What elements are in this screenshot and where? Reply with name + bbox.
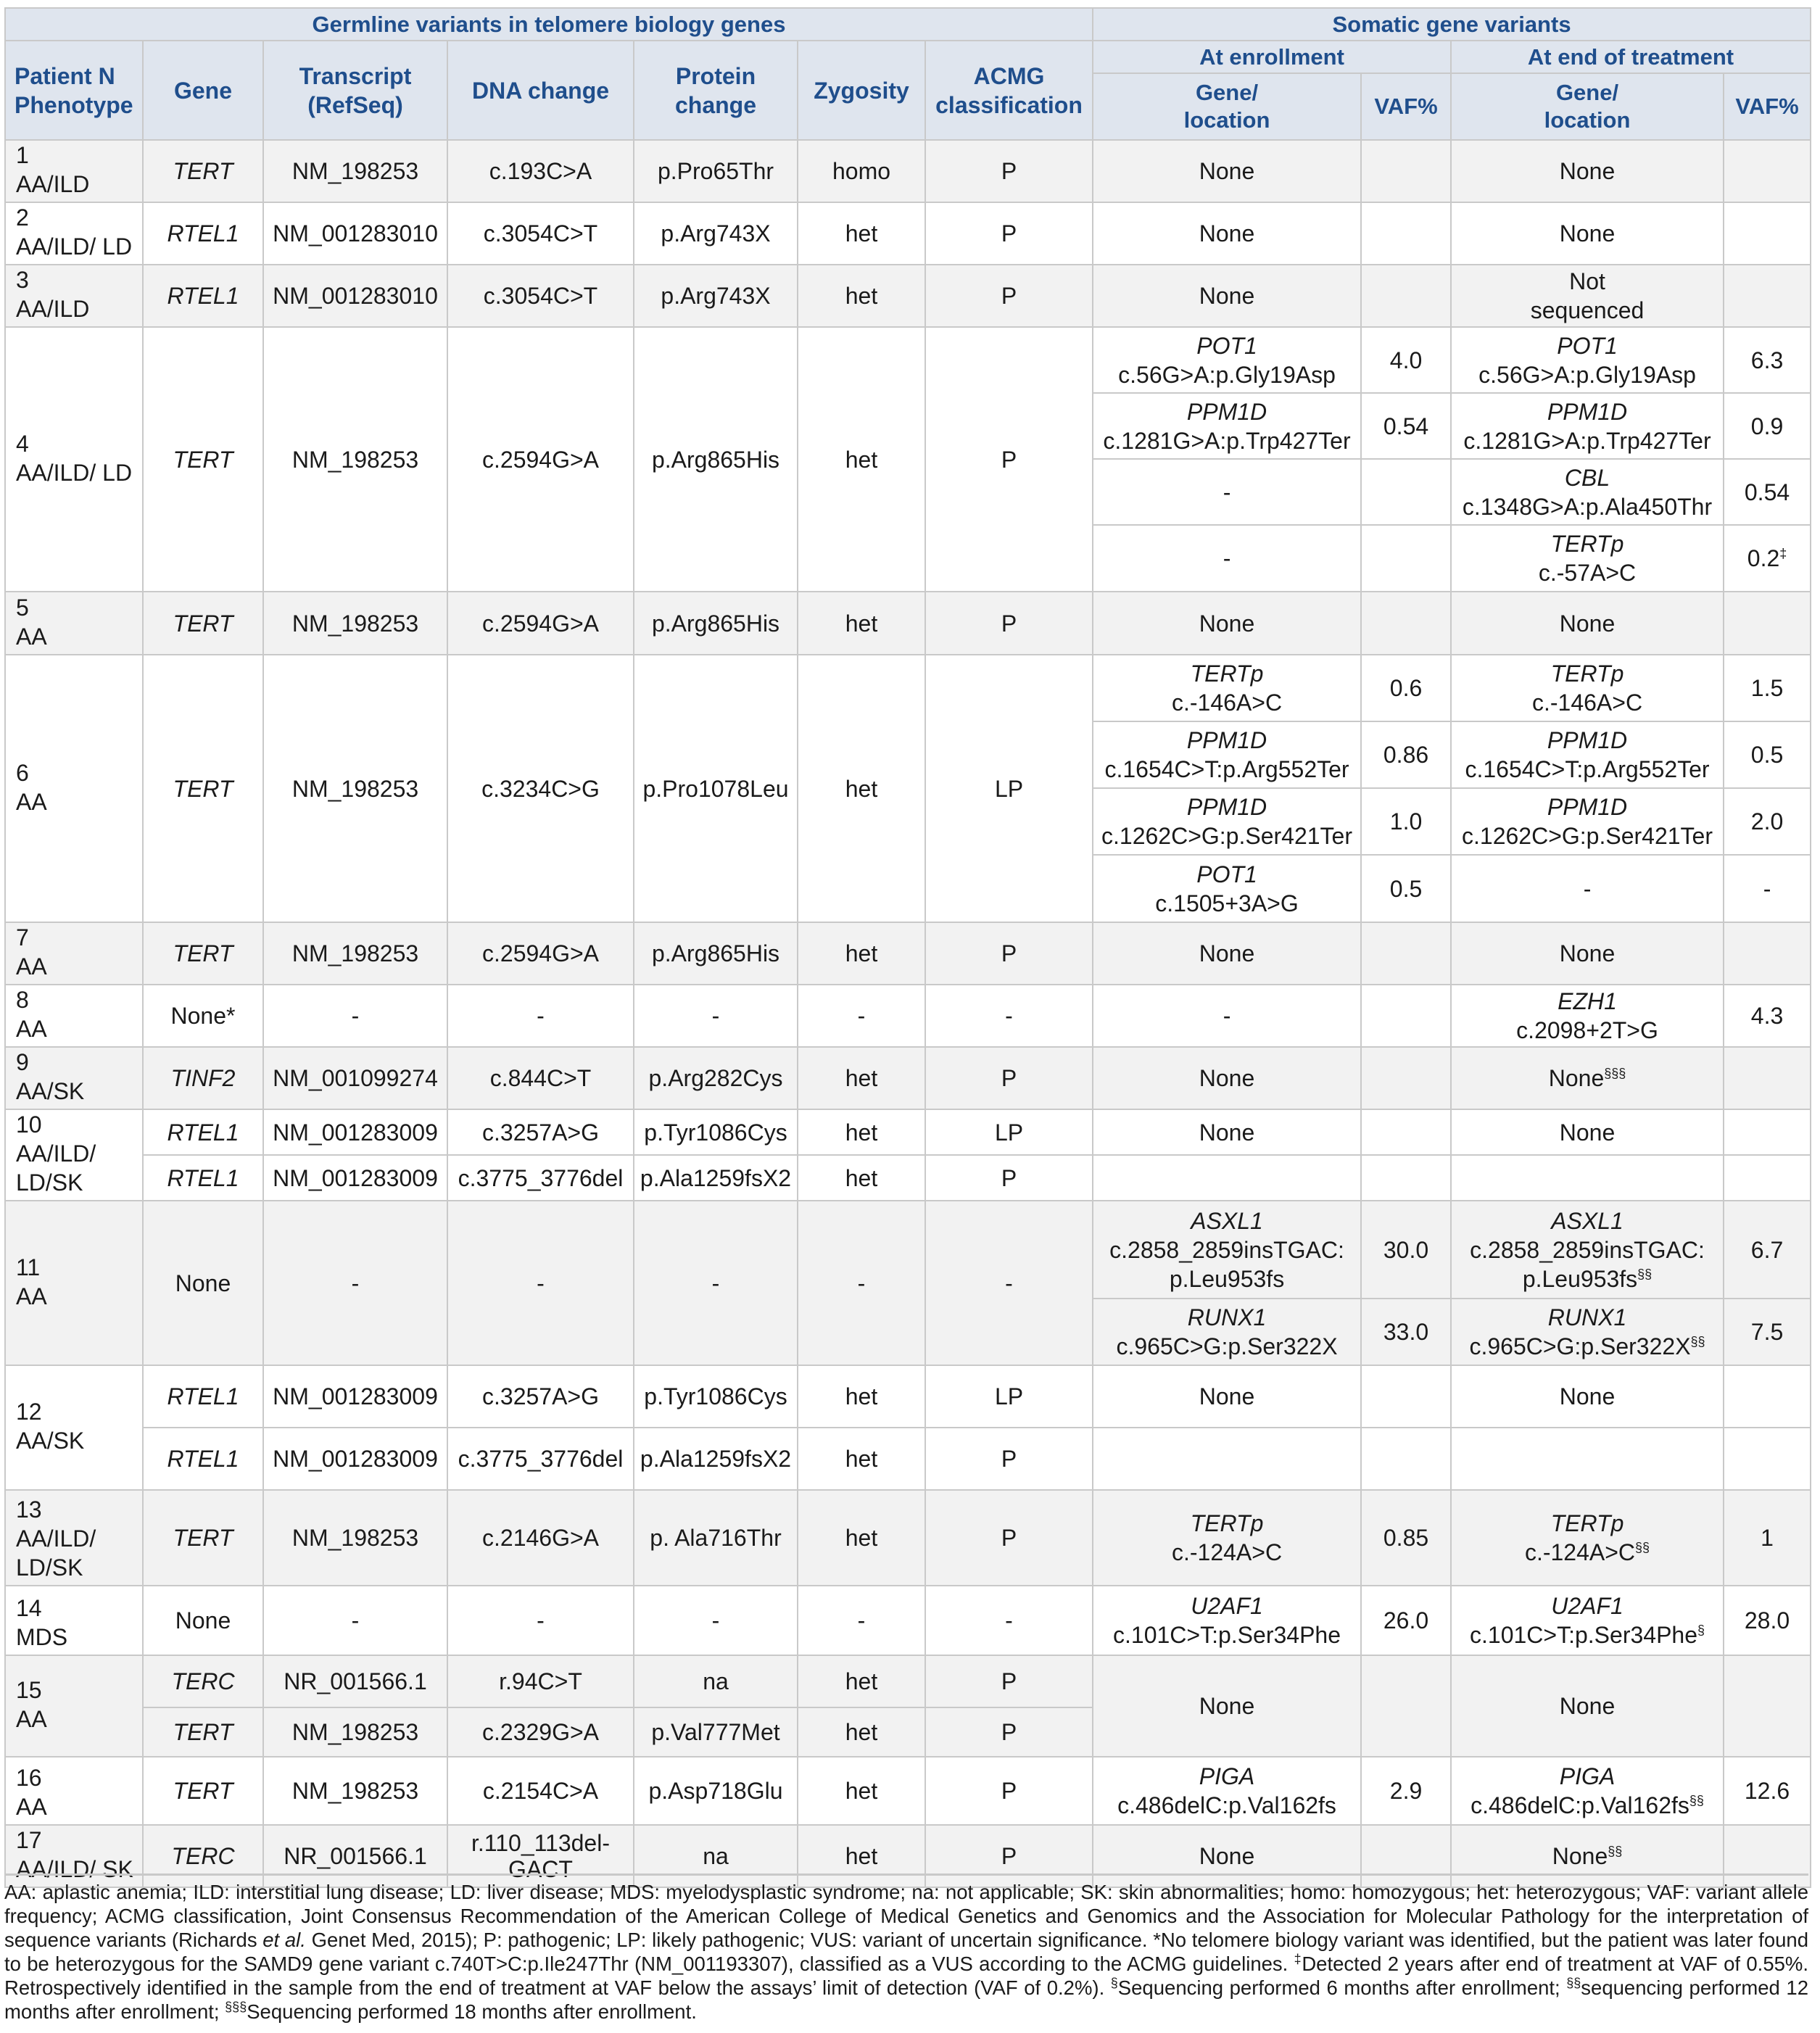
- enrollment-vaf-cell: [1361, 1655, 1451, 1757]
- gene-cell: TERT: [143, 1757, 263, 1825]
- enrollment-location-cell: PPM1D c.1262C>G:p.Ser421Ter: [1093, 788, 1361, 855]
- end-location-cell: None§§: [1451, 1825, 1724, 1887]
- table-row: [5, 985, 1811, 1047]
- transcript-header: Transcript (RefSeq): [263, 41, 447, 140]
- patient-cell: 1 AA/ILD: [5, 140, 143, 202]
- zygosity-cell: -: [798, 1586, 925, 1655]
- end-location-cell: ASXL1 c.2858_2859insTGAC: p.Leu953fs§§: [1451, 1201, 1724, 1299]
- end-location-cell: TERTp c.-57A>C: [1451, 525, 1724, 592]
- end-vaf-cell: [1724, 202, 1811, 265]
- dna-cell: c.3257A>G: [447, 1365, 634, 1428]
- protein-cell: p.Arg865His: [634, 592, 798, 655]
- gene-cell: RTEL1: [143, 1155, 263, 1201]
- dna-cell: c.844C>T: [447, 1047, 634, 1109]
- patient-cell: 12 AA/SK: [5, 1365, 143, 1490]
- acmg-cell: P: [925, 1155, 1093, 1201]
- dna-cell: c.2594G>A: [447, 327, 634, 592]
- protein-cell: p. Ala716Thr: [634, 1490, 798, 1586]
- transcript-cell: -: [263, 985, 447, 1047]
- gene-cell: TINF2: [143, 1047, 263, 1109]
- zygosity-cell: het: [798, 1825, 925, 1887]
- end-location-cell: None: [1451, 140, 1724, 202]
- patient-cell: 6 AA: [5, 655, 143, 922]
- end-vaf-cell: 7.5: [1724, 1299, 1811, 1365]
- gene-cell: TERT: [143, 592, 263, 655]
- end-vaf-cell: 6.7: [1724, 1201, 1811, 1299]
- dna-cell: -: [447, 985, 634, 1047]
- acmg-cell: P: [925, 1655, 1093, 1707]
- end-vaf-header: VAF%: [1724, 73, 1811, 140]
- zygosity-header: Zygosity: [798, 41, 925, 140]
- acmg-cell: -: [925, 985, 1093, 1047]
- dna-cell: c.3257A>G: [447, 1109, 634, 1155]
- zygosity-cell: het: [798, 327, 925, 592]
- transcript-cell: -: [263, 1201, 447, 1365]
- patient-cell: 3 AA/ILD: [5, 265, 143, 327]
- gene-cell: RTEL1: [143, 202, 263, 265]
- transcript-cell: NM_198253: [263, 1490, 447, 1586]
- zygosity-cell: het: [798, 1155, 925, 1201]
- enrollment-vaf-cell: [1361, 1428, 1451, 1490]
- protein-cell: p.Arg282Cys: [634, 1047, 798, 1109]
- enrollment-vaf-cell: [1361, 140, 1451, 202]
- end-location-cell: POT1 c.56G>A:p.Gly19Asp: [1451, 327, 1724, 393]
- end-vaf-cell: 28.0: [1724, 1586, 1811, 1655]
- enrollment-location-cell: -: [1093, 459, 1361, 525]
- patient-cell: 13 AA/ILD/ LD/SK: [5, 1490, 143, 1586]
- zygosity-cell: het: [798, 1655, 925, 1707]
- acmg-header: ACMG classification: [925, 41, 1093, 140]
- table-row: [5, 1109, 1811, 1155]
- protein-cell: na: [634, 1655, 798, 1707]
- table-row: [5, 1201, 1811, 1299]
- transcript-cell: NR_001566.1: [263, 1655, 447, 1707]
- enrollment-vaf-cell: [1361, 985, 1451, 1047]
- patient-cell: 9 AA/SK: [5, 1047, 143, 1109]
- enrollment-location-cell: None: [1093, 1047, 1361, 1109]
- protein-cell: p.Arg743X: [634, 202, 798, 265]
- enrollment-location-cell: RUNX1 c.965C>G:p.Ser322X: [1093, 1299, 1361, 1365]
- end-vaf-cell: [1724, 1047, 1811, 1109]
- end-vaf-cell: -: [1724, 855, 1811, 922]
- protein-cell: p.Arg865His: [634, 922, 798, 985]
- zygosity-cell: het: [798, 265, 925, 327]
- enrollment-vaf-cell: 0.6: [1361, 655, 1451, 721]
- end-vaf-cell: 1: [1724, 1490, 1811, 1586]
- dna-cell: r.110_113del- GACT: [447, 1825, 634, 1887]
- end-location-cell: [1451, 1428, 1724, 1490]
- acmg-cell: P: [925, 202, 1093, 265]
- protein-cell: na: [634, 1825, 798, 1887]
- end-location-cell: None: [1451, 202, 1724, 265]
- protein-cell: -: [634, 1586, 798, 1655]
- enrollment-vaf-cell: 0.86: [1361, 721, 1451, 788]
- end-location-cell: RUNX1 c.965C>G:p.Ser322X§§: [1451, 1299, 1724, 1365]
- table-row: [5, 655, 1811, 721]
- end-location-cell: Not sequenced: [1451, 265, 1724, 327]
- dna-cell: c.2329G>A: [447, 1707, 634, 1757]
- enrollment-location-cell: None: [1093, 1655, 1361, 1757]
- transcript-cell: NR_001566.1: [263, 1825, 447, 1887]
- variants-table-container: [4, 7, 1810, 1888]
- zygosity-cell: het: [798, 1428, 925, 1490]
- transcript-cell: NM_001283010: [263, 265, 447, 327]
- dna-cell: r.94C>T: [447, 1655, 634, 1707]
- acmg-cell: P: [925, 327, 1093, 592]
- enrollment-gene-location-header: Gene/ location: [1093, 73, 1361, 140]
- dna-cell: c.3775_3776del: [447, 1155, 634, 1201]
- table-row: [5, 1586, 1811, 1655]
- gene-cell: TERC: [143, 1655, 263, 1707]
- transcript-cell: NM_198253: [263, 922, 447, 985]
- enrollment-vaf-header: VAF%: [1361, 73, 1451, 140]
- patient-phenotype-header: Patient N Phenotype: [5, 41, 143, 140]
- dna-cell: c.2594G>A: [447, 922, 634, 985]
- dna-cell: c.3234C>G: [447, 655, 634, 922]
- zygosity-cell: het: [798, 1047, 925, 1109]
- dna-change-header: DNA change: [447, 41, 634, 140]
- table-row: [5, 265, 1811, 327]
- acmg-cell: P: [925, 1047, 1093, 1109]
- protein-cell: p.Tyr1086Cys: [634, 1365, 798, 1428]
- end-vaf-cell: 0.5: [1724, 721, 1811, 788]
- gene-cell: TERT: [143, 327, 263, 592]
- enrollment-location-cell: POT1 c.56G>A:p.Gly19Asp: [1093, 327, 1361, 393]
- gene-cell: RTEL1: [143, 265, 263, 327]
- acmg-cell: LP: [925, 1109, 1093, 1155]
- acmg-cell: P: [925, 1490, 1093, 1586]
- acmg-cell: P: [925, 265, 1093, 327]
- transcript-cell: NM_001283009: [263, 1428, 447, 1490]
- patient-cell: 17 AA/ILD/ SK: [5, 1825, 143, 1887]
- enrollment-location-cell: POT1 c.1505+3A>G: [1093, 855, 1361, 922]
- enrollment-location-cell: None: [1093, 1825, 1361, 1887]
- gene-cell: TERT: [143, 1707, 263, 1757]
- end-location-cell: None: [1451, 1109, 1724, 1155]
- patient-cell: 7 AA: [5, 922, 143, 985]
- acmg-cell: P: [925, 140, 1093, 202]
- enrollment-location-cell: ASXL1 c.2858_2859insTGAC: p.Leu953fs: [1093, 1201, 1361, 1299]
- patient-cell: 16 AA: [5, 1757, 143, 1825]
- enrollment-vaf-cell: 26.0: [1361, 1586, 1451, 1655]
- enrollment-location-cell: PPM1D c.1654C>T:p.Arg552Ter: [1093, 721, 1361, 788]
- end-location-cell: PPM1D c.1654C>T:p.Arg552Ter: [1451, 721, 1724, 788]
- patient-cell: 11 AA: [5, 1201, 143, 1365]
- dna-cell: c.2594G>A: [447, 592, 634, 655]
- enrollment-location-cell: [1093, 1155, 1361, 1201]
- table-row: [5, 1365, 1811, 1428]
- transcript-cell: NM_001283009: [263, 1365, 447, 1428]
- germline-group-header: Germline variants in telomere biology genes: [5, 8, 1093, 41]
- enrollment-vaf-cell: [1361, 459, 1451, 525]
- protein-cell: -: [634, 985, 798, 1047]
- enrollment-vaf-cell: [1361, 1365, 1451, 1428]
- table-row: [5, 1428, 1811, 1490]
- protein-change-header: Protein change: [634, 41, 798, 140]
- end-location-cell: None§§§: [1451, 1047, 1724, 1109]
- protein-cell: p.Ala1259fsX2: [634, 1155, 798, 1201]
- end-vaf-cell: 0.9: [1724, 393, 1811, 459]
- end-location-cell: PPM1D c.1262C>G:p.Ser421Ter: [1451, 788, 1724, 855]
- at-enrollment-header: At enrollment: [1093, 41, 1451, 73]
- end-vaf-cell: 4.3: [1724, 985, 1811, 1047]
- zygosity-cell: -: [798, 1201, 925, 1365]
- enrollment-vaf-cell: 30.0: [1361, 1201, 1451, 1299]
- end-vaf-cell: 1.5: [1724, 655, 1811, 721]
- gene-cell: TERT: [143, 922, 263, 985]
- enrollment-location-cell: U2AF1 c.101C>T:p.Ser34Phe: [1093, 1586, 1361, 1655]
- gene-cell: TERC: [143, 1825, 263, 1887]
- enrollment-location-cell: None: [1093, 265, 1361, 327]
- end-location-cell: CBL c.1348G>A:p.Ala450Thr: [1451, 459, 1724, 525]
- zygosity-cell: het: [798, 592, 925, 655]
- dna-cell: -: [447, 1586, 634, 1655]
- acmg-cell: -: [925, 1201, 1093, 1365]
- end-vaf-cell: [1724, 922, 1811, 985]
- end-location-cell: PIGA c.486delC:p.Val162fs§§: [1451, 1757, 1724, 1825]
- dna-cell: c.3054C>T: [447, 265, 634, 327]
- protein-cell: p.Pro1078Leu: [634, 655, 798, 922]
- protein-cell: p.Val777Met: [634, 1707, 798, 1757]
- table-row: [5, 327, 1811, 393]
- enrollment-vaf-cell: 0.5: [1361, 855, 1451, 922]
- end-vaf-cell: [1724, 265, 1811, 327]
- zygosity-cell: homo: [798, 140, 925, 202]
- zygosity-cell: het: [798, 1365, 925, 1428]
- patient-cell: 15 AA: [5, 1655, 143, 1757]
- enrollment-location-cell: [1093, 1428, 1361, 1490]
- enrollment-location-cell: None: [1093, 140, 1361, 202]
- end-gene-location-header: Gene/ location: [1451, 73, 1724, 140]
- enrollment-vaf-cell: [1361, 922, 1451, 985]
- enrollment-location-cell: None: [1093, 922, 1361, 985]
- end-vaf-cell: 0.2‡: [1724, 525, 1811, 592]
- table-row: [5, 140, 1811, 202]
- end-location-cell: None: [1451, 1655, 1724, 1757]
- transcript-cell: NM_001099274: [263, 1047, 447, 1109]
- gene-cell: RTEL1: [143, 1428, 263, 1490]
- end-location-cell: PPM1D c.1281G>A:p.Trp427Ter: [1451, 393, 1724, 459]
- enrollment-vaf-cell: 33.0: [1361, 1299, 1451, 1365]
- enrollment-vaf-cell: [1361, 1155, 1451, 1201]
- end-location-cell: None: [1451, 1365, 1724, 1428]
- enrollment-location-cell: -: [1093, 525, 1361, 592]
- protein-cell: p.Asp718Glu: [634, 1757, 798, 1825]
- end-vaf-cell: [1724, 1365, 1811, 1428]
- acmg-cell: P: [925, 592, 1093, 655]
- dna-cell: c.2154C>A: [447, 1757, 634, 1825]
- table-row: [5, 1757, 1811, 1825]
- end-vaf-cell: [1724, 1655, 1811, 1757]
- acmg-cell: LP: [925, 655, 1093, 922]
- gene-cell: RTEL1: [143, 1365, 263, 1428]
- protein-cell: p.Ala1259fsX2: [634, 1428, 798, 1490]
- zygosity-cell: het: [798, 1707, 925, 1757]
- gene-cell: None*: [143, 985, 263, 1047]
- acmg-cell: P: [925, 922, 1093, 985]
- enrollment-location-cell: PIGA c.486delC:p.Val162fs: [1093, 1757, 1361, 1825]
- end-vaf-cell: 6.3: [1724, 327, 1811, 393]
- enrollment-vaf-cell: [1361, 1109, 1451, 1155]
- protein-cell: p.Arg743X: [634, 265, 798, 327]
- transcript-cell: -: [263, 1586, 447, 1655]
- acmg-cell: LP: [925, 1365, 1093, 1428]
- variants-table: [4, 7, 1811, 1888]
- table-row: [5, 1490, 1811, 1586]
- enrollment-location-cell: None: [1093, 592, 1361, 655]
- acmg-cell: -: [925, 1586, 1093, 1655]
- somatic-group-header: Somatic gene variants: [1093, 8, 1811, 41]
- patient-cell: 2 AA/ILD/ LD: [5, 202, 143, 265]
- end-location-cell: TERTp c.-124A>C§§: [1451, 1490, 1724, 1586]
- end-location-cell: TERTp c.-146A>C: [1451, 655, 1724, 721]
- dna-cell: c.193C>A: [447, 140, 634, 202]
- enrollment-vaf-cell: [1361, 525, 1451, 592]
- enrollment-location-cell: None: [1093, 1109, 1361, 1155]
- enrollment-vaf-cell: 0.54: [1361, 393, 1451, 459]
- enrollment-location-cell: None: [1093, 1365, 1361, 1428]
- gene-cell: TERT: [143, 1490, 263, 1586]
- at-end-header: At end of treatment: [1451, 41, 1811, 73]
- transcript-cell: NM_198253: [263, 592, 447, 655]
- enrollment-location-cell: TERTp c.-124A>C: [1093, 1490, 1361, 1586]
- protein-cell: p.Arg865His: [634, 327, 798, 592]
- end-vaf-cell: 0.54: [1724, 459, 1811, 525]
- gene-cell: RTEL1: [143, 1109, 263, 1155]
- end-location-cell: [1451, 1155, 1724, 1201]
- zygosity-cell: het: [798, 1757, 925, 1825]
- acmg-cell: P: [925, 1757, 1093, 1825]
- transcript-cell: NM_001283009: [263, 1155, 447, 1201]
- enrollment-vaf-cell: 2.9: [1361, 1757, 1451, 1825]
- protein-cell: p.Tyr1086Cys: [634, 1109, 798, 1155]
- patient-cell: 5 AA: [5, 592, 143, 655]
- enrollment-vaf-cell: [1361, 592, 1451, 655]
- dna-cell: c.2146G>A: [447, 1490, 634, 1586]
- end-vaf-cell: [1724, 1428, 1811, 1490]
- enrollment-vaf-cell: [1361, 265, 1451, 327]
- table-row: [5, 592, 1811, 655]
- zygosity-cell: het: [798, 655, 925, 922]
- enrollment-vaf-cell: 0.85: [1361, 1490, 1451, 1586]
- transcript-cell: NM_001283010: [263, 202, 447, 265]
- zygosity-cell: het: [798, 1109, 925, 1155]
- end-location-cell: None: [1451, 922, 1724, 985]
- enrollment-location-cell: None: [1093, 202, 1361, 265]
- enrollment-vaf-cell: [1361, 202, 1451, 265]
- table-footnote: AA: aplastic anemia; ILD: interstitial lung disease; LD: liver disease; MDS: myelodysplastic syndrome; na: not applicable; SK: skin abnormalities; homo: homozygous; het: heterozygous; VAF: variant allele frequency; ACMG classification, Joint Consensus Recommendation of the American College of Medical Genetics and Genomics and the Association for Molecular Pathology for the interpretation of sequence variants (Richards et al. Genet Med, 2015); P: pathogenic; LP: likely pathogenic; VUS: variant of uncertain significance. *No telomere biology variant was identified, but the patient was later found to be heterozygous for the SAMD9 gene variant c.740T>C:p.Ile247Thr (NM_001193307), classified as a VUS according to the ACMG guidelines. ‡Detected 2 years after end of treatment at VAF of 0.55%. Retrospectively identified in the sample from the end of treatment at VAF below the assays’ limit of detection (VAF of 0.2%). §Sequencing performed 6 months after enrollment; §§sequencing performed 12 months after enrollment; §§§Sequencing performed 18 months after enrollment.: [4, 1873, 1808, 2024]
- dna-cell: c.3054C>T: [447, 202, 634, 265]
- dna-cell: -: [447, 1201, 634, 1365]
- gene-cell: TERT: [143, 655, 263, 922]
- zygosity-cell: het: [798, 202, 925, 265]
- acmg-cell: P: [925, 1825, 1093, 1887]
- end-location-cell: EZH1 c.2098+2T>G: [1451, 985, 1724, 1047]
- zygosity-cell: het: [798, 1490, 925, 1586]
- end-vaf-cell: [1724, 140, 1811, 202]
- patient-cell: 14 MDS: [5, 1586, 143, 1655]
- enrollment-location-cell: PPM1D c.1281G>A:p.Trp427Ter: [1093, 393, 1361, 459]
- end-vaf-cell: 12.6: [1724, 1757, 1811, 1825]
- gene-cell: None: [143, 1586, 263, 1655]
- end-location-cell: U2AF1 c.101C>T:p.Ser34Phe§: [1451, 1586, 1724, 1655]
- end-vaf-cell: [1724, 1109, 1811, 1155]
- table-row: [5, 1047, 1811, 1109]
- transcript-cell: NM_198253: [263, 1757, 447, 1825]
- dna-cell: c.3775_3776del: [447, 1428, 634, 1490]
- table-row: [5, 1155, 1811, 1201]
- patient-cell: 10 AA/ILD/ LD/SK: [5, 1109, 143, 1201]
- gene-cell: None: [143, 1201, 263, 1365]
- enrollment-vaf-cell: 4.0: [1361, 327, 1451, 393]
- end-location-cell: None: [1451, 592, 1724, 655]
- protein-cell: -: [634, 1201, 798, 1365]
- table-row: [5, 1655, 1811, 1707]
- end-location-cell: -: [1451, 855, 1724, 922]
- acmg-cell: P: [925, 1428, 1093, 1490]
- transcript-cell: NM_198253: [263, 327, 447, 592]
- zygosity-cell: het: [798, 922, 925, 985]
- enrollment-vaf-cell: 1.0: [1361, 788, 1451, 855]
- gene-header: Gene: [143, 41, 263, 140]
- enrollment-location-cell: TERTp c.-146A>C: [1093, 655, 1361, 721]
- patient-cell: 8 AA: [5, 985, 143, 1047]
- table-row: [5, 202, 1811, 265]
- protein-cell: p.Pro65Thr: [634, 140, 798, 202]
- end-vaf-cell: [1724, 1155, 1811, 1201]
- transcript-cell: NM_198253: [263, 1707, 447, 1757]
- enrollment-location-cell: -: [1093, 985, 1361, 1047]
- gene-cell: TERT: [143, 140, 263, 202]
- end-vaf-cell: [1724, 592, 1811, 655]
- acmg-cell: P: [925, 1707, 1093, 1757]
- table-row: [5, 922, 1811, 985]
- patient-cell: 4 AA/ILD/ LD: [5, 327, 143, 592]
- transcript-cell: NM_198253: [263, 140, 447, 202]
- enrollment-vaf-cell: [1361, 1047, 1451, 1109]
- end-vaf-cell: 2.0: [1724, 788, 1811, 855]
- transcript-cell: NM_001283009: [263, 1109, 447, 1155]
- zygosity-cell: -: [798, 985, 925, 1047]
- transcript-cell: NM_198253: [263, 655, 447, 922]
